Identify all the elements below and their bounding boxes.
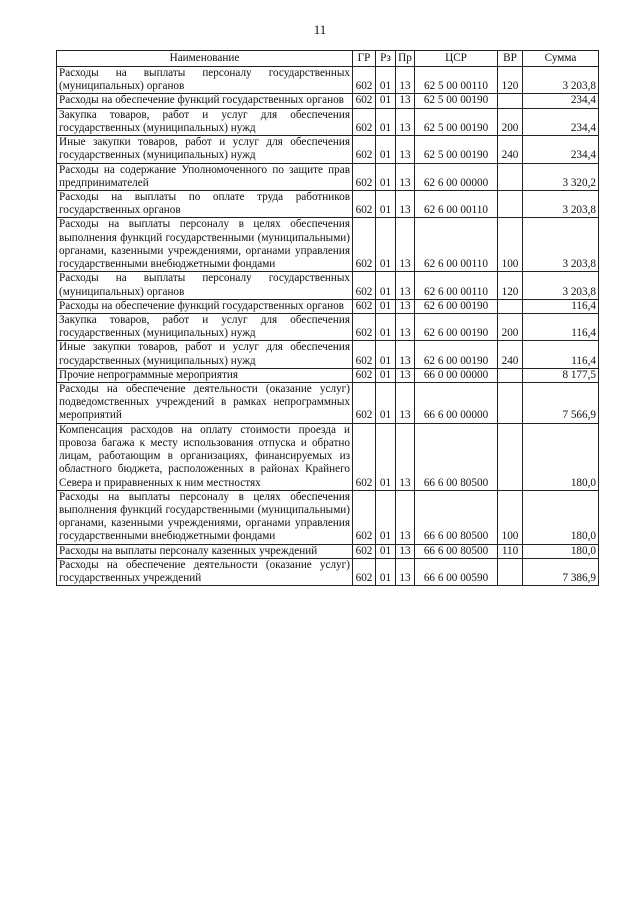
header-csr: ЦСР (415, 51, 498, 67)
row-pr: 13 (396, 544, 415, 558)
table-row (57, 490, 599, 544)
row-sum: 7 566,9 (523, 383, 599, 424)
table-row (57, 190, 599, 217)
row-csr: 62 6 00 00110 (415, 190, 498, 217)
row-name: Расходы на обеспечение функций государственных органов (57, 299, 353, 313)
table-row (57, 108, 599, 135)
row-gr: 602 (353, 423, 376, 490)
row-name: Расходы на обеспечение деятельности (оказание услуг) государственных учреждений (57, 558, 353, 585)
row-name: Иные закупки товаров, работ и услуг для обеспечения государственных (муниципальных) нужд (57, 136, 353, 163)
row-sum: 8 177,5 (523, 368, 599, 382)
row-csr: 66 0 00 00000 (415, 368, 498, 382)
row-pr: 13 (396, 94, 415, 108)
row-csr: 66 6 00 80500 (415, 544, 498, 558)
row-rz: 01 (376, 67, 396, 94)
row-vr (498, 190, 523, 217)
row-vr: 200 (498, 108, 523, 135)
header-name: Наименование (57, 51, 353, 67)
row-vr (498, 299, 523, 313)
row-sum: 234,4 (523, 136, 599, 163)
row-rz: 01 (376, 272, 396, 299)
row-pr: 13 (396, 272, 415, 299)
row-pr: 13 (396, 383, 415, 424)
row-csr: 62 6 00 00000 (415, 163, 498, 190)
row-csr: 62 6 00 00110 (415, 218, 498, 272)
row-pr: 13 (396, 163, 415, 190)
row-vr: 240 (498, 136, 523, 163)
table-row (57, 423, 599, 490)
row-csr: 62 5 00 00190 (415, 136, 498, 163)
row-gr: 602 (353, 299, 376, 313)
table-row (57, 67, 599, 94)
row-sum: 234,4 (523, 94, 599, 108)
table-row (57, 299, 599, 313)
row-name: Прочие непрограммные мероприятия (57, 368, 353, 382)
row-gr: 602 (353, 190, 376, 217)
row-csr: 66 6 00 00000 (415, 383, 498, 424)
row-sum: 3 320,2 (523, 163, 599, 190)
row-sum: 116,4 (523, 299, 599, 313)
page-number: 11 (313, 22, 327, 37)
row-gr: 602 (353, 272, 376, 299)
header-pr: Пр (396, 51, 415, 67)
row-vr (498, 383, 523, 424)
table-row (57, 544, 599, 558)
row-name: Расходы на выплаты персоналу в целях обеспечения выполнения функций государственными (муниципальными) органами, казенными учреждениями, органами управления государственными внебюджетными фондами (57, 218, 353, 272)
row-vr: 200 (498, 313, 523, 340)
row-vr: 240 (498, 341, 523, 368)
row-pr: 13 (396, 218, 415, 272)
row-vr: 110 (498, 544, 523, 558)
row-gr: 602 (353, 94, 376, 108)
row-pr: 13 (396, 136, 415, 163)
row-pr: 13 (396, 490, 415, 544)
table-row (57, 136, 599, 163)
row-sum: 3 203,8 (523, 218, 599, 272)
row-rz: 01 (376, 218, 396, 272)
row-csr: 62 6 00 00110 (415, 272, 498, 299)
row-name: Расходы на выплаты персоналу в целях обеспечения выполнения функций государственными (муниципальными) органами, казенными учреждениями, органами управления государственными внебюджетными фондами (57, 490, 353, 544)
row-gr: 602 (353, 136, 376, 163)
row-pr: 13 (396, 108, 415, 135)
row-csr: 62 5 00 00190 (415, 108, 498, 135)
row-rz: 01 (376, 544, 396, 558)
row-name: Закупка товаров, работ и услуг для обеспечения государственных (муниципальных) нужд (57, 108, 353, 135)
row-pr: 13 (396, 368, 415, 382)
row-vr (498, 368, 523, 382)
header-vr: ВР (498, 51, 523, 67)
table-row (57, 558, 599, 585)
row-gr: 602 (353, 108, 376, 135)
row-csr: 62 6 00 00190 (415, 341, 498, 368)
row-csr: 62 5 00 00110 (415, 67, 498, 94)
row-csr: 66 6 00 80500 (415, 423, 498, 490)
row-name: Расходы на выплаты по оплате труда работников государственных органов (57, 190, 353, 217)
header-sum: Сумма (523, 51, 599, 67)
row-name: Иные закупки товаров, работ и услуг для обеспечения государственных (муниципальных) нужд (57, 341, 353, 368)
row-gr: 602 (353, 163, 376, 190)
row-vr (498, 94, 523, 108)
row-vr: 100 (498, 490, 523, 544)
table-row (57, 341, 599, 368)
table-row (57, 163, 599, 190)
table-row (57, 368, 599, 382)
row-name: Расходы на выплаты персоналу государственных (муниципальных) органов (57, 67, 353, 94)
row-gr: 602 (353, 218, 376, 272)
row-pr: 13 (396, 558, 415, 585)
row-csr: 66 6 00 80500 (415, 490, 498, 544)
row-rz: 01 (376, 490, 396, 544)
row-sum: 7 386,9 (523, 558, 599, 585)
row-rz: 01 (376, 368, 396, 382)
budget-table (56, 50, 599, 586)
row-vr: 100 (498, 218, 523, 272)
row-gr: 602 (353, 313, 376, 340)
row-pr: 13 (396, 423, 415, 490)
table-row (57, 383, 599, 424)
row-gr: 602 (353, 544, 376, 558)
row-csr: 62 5 00 00190 (415, 94, 498, 108)
row-pr: 13 (396, 313, 415, 340)
row-rz: 01 (376, 108, 396, 135)
row-name: Закупка товаров, работ и услуг для обеспечения государственных (муниципальных) нужд (57, 313, 353, 340)
table-row (57, 94, 599, 108)
row-rz: 01 (376, 423, 396, 490)
row-name: Компенсация расходов на оплату стоимости проезда и провоза багажа к месту использования отпуска и обратно лицам, работающим в организациях, финансируемых из областного бюджета, расположенных в районах Крайнего Севера и приравненных к ним местностях (57, 423, 353, 490)
row-rz: 01 (376, 190, 396, 217)
row-pr: 13 (396, 299, 415, 313)
row-sum: 234,4 (523, 108, 599, 135)
row-name: Расходы на обеспечение деятельности (оказание услуг) подведомственных учреждений в рамках непрограммных мероприятий (57, 383, 353, 424)
row-rz: 01 (376, 383, 396, 424)
row-pr: 13 (396, 67, 415, 94)
row-gr: 602 (353, 341, 376, 368)
header-rz: Рз (376, 51, 396, 67)
row-gr: 602 (353, 67, 376, 94)
row-csr: 62 6 00 00190 (415, 299, 498, 313)
row-name: Расходы на содержание Уполномоченного по защите прав предпринимателей (57, 163, 353, 190)
row-sum: 3 203,8 (523, 67, 599, 94)
row-sum: 180,0 (523, 423, 599, 490)
row-csr: 66 6 00 00590 (415, 558, 498, 585)
row-sum: 180,0 (523, 544, 599, 558)
row-sum: 3 203,8 (523, 190, 599, 217)
row-gr: 602 (353, 368, 376, 382)
row-gr: 602 (353, 490, 376, 544)
row-sum: 3 203,8 (523, 272, 599, 299)
row-sum: 116,4 (523, 313, 599, 340)
row-sum: 116,4 (523, 341, 599, 368)
table-row (57, 272, 599, 299)
row-pr: 13 (396, 341, 415, 368)
row-rz: 01 (376, 94, 396, 108)
table-row (57, 313, 599, 340)
row-vr (498, 558, 523, 585)
row-gr: 602 (353, 558, 376, 585)
row-sum: 180,0 (523, 490, 599, 544)
row-vr: 120 (498, 67, 523, 94)
row-gr: 602 (353, 383, 376, 424)
row-rz: 01 (376, 163, 396, 190)
row-rz: 01 (376, 558, 396, 585)
row-rz: 01 (376, 313, 396, 340)
header-gr: ГР (353, 51, 376, 67)
row-vr (498, 163, 523, 190)
row-rz: 01 (376, 341, 396, 368)
row-pr: 13 (396, 190, 415, 217)
table-header-row (57, 51, 599, 67)
table-row (57, 218, 599, 272)
row-vr (498, 423, 523, 490)
row-vr: 120 (498, 272, 523, 299)
row-rz: 01 (376, 136, 396, 163)
row-csr: 62 6 00 00190 (415, 313, 498, 340)
row-name: Расходы на обеспечение функций государственных органов (57, 94, 353, 108)
row-name: Расходы на выплаты персоналу казенных учреждений (57, 544, 353, 558)
row-name: Расходы на выплаты персоналу государственных (муниципальных) органов (57, 272, 353, 299)
row-rz: 01 (376, 299, 396, 313)
